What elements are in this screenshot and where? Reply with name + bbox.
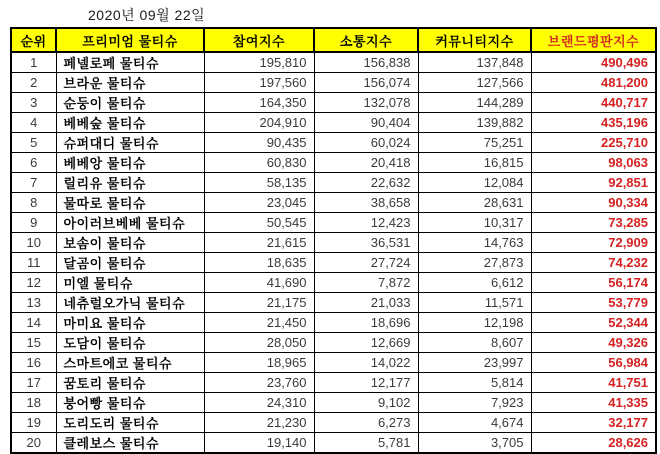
reputation-cell: 32,177 <box>531 413 656 433</box>
communication-cell: 12,177 <box>314 373 418 393</box>
participation-cell: 90,435 <box>204 133 314 153</box>
table-row <box>11 353 656 373</box>
communication-cell: 7,872 <box>314 273 418 293</box>
participation-cell: 195,810 <box>204 52 314 73</box>
communication-cell: 60,024 <box>314 133 418 153</box>
participation-cell: 18,965 <box>204 353 314 373</box>
brand-cell: 달곰이 물티슈 <box>56 253 204 273</box>
brand-cell: 페넬로페 물티슈 <box>56 52 204 73</box>
brand-cell: 브라운 물티슈 <box>56 73 204 93</box>
date-label: 2020년 09월 22일 <box>88 7 206 23</box>
rank-cell: 18 <box>11 393 56 413</box>
participation-cell: 24,310 <box>204 393 314 413</box>
column-header-reputation: 브랜드평판지수 <box>531 28 656 52</box>
participation-cell: 21,615 <box>204 233 314 253</box>
community-cell: 14,763 <box>418 233 531 253</box>
table-row <box>11 313 656 333</box>
brand-cell: 미엘 물티슈 <box>56 273 204 293</box>
community-cell: 12,084 <box>418 173 531 193</box>
brand-cell: 물따로 물티슈 <box>56 193 204 213</box>
brand-cell: 마미요 물티슈 <box>56 313 204 333</box>
brand-cell: 붕어빵 물티슈 <box>56 393 204 413</box>
community-cell: 23,997 <box>418 353 531 373</box>
community-cell: 75,251 <box>418 133 531 153</box>
brand-cell: 릴리유 물티슈 <box>56 173 204 193</box>
reputation-cell: 56,984 <box>531 353 656 373</box>
table-row <box>11 393 656 413</box>
rank-cell: 7 <box>11 173 56 193</box>
brand-cell: 보솜이 물티슈 <box>56 233 204 253</box>
reputation-cell: 73,285 <box>531 213 656 233</box>
rank-cell: 6 <box>11 153 56 173</box>
community-cell: 11,571 <box>418 293 531 313</box>
brand-cell: 베베숲 물티슈 <box>56 113 204 133</box>
brand-cell: 도담이 물티슈 <box>56 333 204 353</box>
table-row <box>11 73 656 93</box>
table-row <box>11 173 656 193</box>
participation-cell: 164,350 <box>204 93 314 113</box>
participation-cell: 197,560 <box>204 73 314 93</box>
reputation-cell: 41,751 <box>531 373 656 393</box>
header-row <box>11 28 656 52</box>
community-cell: 28,631 <box>418 193 531 213</box>
column-header-community: 커뮤니티지수 <box>418 28 531 52</box>
participation-cell: 23,760 <box>204 373 314 393</box>
community-cell: 8,607 <box>418 333 531 353</box>
community-cell: 6,612 <box>418 273 531 293</box>
table-row <box>11 213 656 233</box>
table-row <box>11 373 656 393</box>
participation-cell: 21,450 <box>204 313 314 333</box>
rank-cell: 1 <box>11 52 56 73</box>
community-cell: 12,198 <box>418 313 531 333</box>
column-header-rank: 순위 <box>11 28 56 52</box>
communication-cell: 9,102 <box>314 393 418 413</box>
table-row <box>11 233 656 253</box>
rank-cell: 4 <box>11 113 56 133</box>
communication-cell: 132,078 <box>314 93 418 113</box>
community-cell: 127,566 <box>418 73 531 93</box>
participation-cell: 41,690 <box>204 273 314 293</box>
community-cell: 16,815 <box>418 153 531 173</box>
column-header-participation: 참여지수 <box>204 28 314 52</box>
rank-cell: 12 <box>11 273 56 293</box>
reputation-cell: 225,710 <box>531 133 656 153</box>
table-row <box>11 193 656 213</box>
brand-cell: 스마트에코 물티슈 <box>56 353 204 373</box>
rank-cell: 11 <box>11 253 56 273</box>
reputation-cell: 41,335 <box>531 393 656 413</box>
participation-cell: 50,545 <box>204 213 314 233</box>
table-row <box>11 52 656 73</box>
communication-cell: 5,781 <box>314 433 418 454</box>
table-row <box>11 113 656 133</box>
communication-cell: 90,404 <box>314 113 418 133</box>
reputation-cell: 435,196 <box>531 113 656 133</box>
communication-cell: 156,074 <box>314 73 418 93</box>
table-row <box>11 413 656 433</box>
table-row <box>11 273 656 293</box>
communication-cell: 14,022 <box>314 353 418 373</box>
communication-cell: 18,696 <box>314 313 418 333</box>
communication-cell: 36,531 <box>314 233 418 253</box>
community-cell: 3,705 <box>418 433 531 454</box>
community-cell: 4,674 <box>418 413 531 433</box>
brand-cell: 네츄럴오가닉 물티슈 <box>56 293 204 313</box>
reputation-cell: 440,717 <box>531 93 656 113</box>
rank-cell: 5 <box>11 133 56 153</box>
communication-cell: 6,273 <box>314 413 418 433</box>
brand-ranking-table <box>10 27 657 454</box>
reputation-cell: 49,326 <box>531 333 656 353</box>
participation-cell: 58,135 <box>204 173 314 193</box>
reputation-cell: 56,174 <box>531 273 656 293</box>
rank-cell: 10 <box>11 233 56 253</box>
table-row <box>11 253 656 273</box>
brand-cell: 꿈토리 물티슈 <box>56 373 204 393</box>
community-cell: 144,289 <box>418 93 531 113</box>
participation-cell: 18,635 <box>204 253 314 273</box>
brand-cell: 슈퍼대디 물티슈 <box>56 133 204 153</box>
reputation-cell: 90,334 <box>531 193 656 213</box>
brand-cell: 도리도리 물티슈 <box>56 413 204 433</box>
rank-cell: 20 <box>11 433 56 454</box>
community-cell: 5,814 <box>418 373 531 393</box>
participation-cell: 204,910 <box>204 113 314 133</box>
reputation-cell: 74,232 <box>531 253 656 273</box>
brand-cell: 베베앙 물티슈 <box>56 153 204 173</box>
reputation-cell: 28,626 <box>531 433 656 454</box>
reputation-cell: 92,851 <box>531 173 656 193</box>
community-cell: 10,317 <box>418 213 531 233</box>
table-row <box>11 153 656 173</box>
community-cell: 137,848 <box>418 52 531 73</box>
participation-cell: 19,140 <box>204 433 314 454</box>
brand-cell: 클레보스 물티슈 <box>56 433 204 454</box>
communication-cell: 20,418 <box>314 153 418 173</box>
participation-cell: 21,175 <box>204 293 314 313</box>
column-header-brand: 프리미엄 물티슈 <box>56 28 204 52</box>
community-cell: 7,923 <box>418 393 531 413</box>
communication-cell: 27,724 <box>314 253 418 273</box>
rank-cell: 3 <box>11 93 56 113</box>
column-header-communication: 소통지수 <box>314 28 418 52</box>
participation-cell: 28,050 <box>204 333 314 353</box>
reputation-cell: 490,496 <box>531 52 656 73</box>
rank-cell: 9 <box>11 213 56 233</box>
table-row <box>11 433 656 454</box>
rank-cell: 2 <box>11 73 56 93</box>
communication-cell: 156,838 <box>314 52 418 73</box>
reputation-cell: 53,779 <box>531 293 656 313</box>
communication-cell: 38,658 <box>314 193 418 213</box>
community-cell: 139,882 <box>418 113 531 133</box>
communication-cell: 21,033 <box>314 293 418 313</box>
reputation-cell: 481,200 <box>531 73 656 93</box>
participation-cell: 23,045 <box>204 193 314 213</box>
rank-cell: 13 <box>11 293 56 313</box>
reputation-cell: 52,344 <box>531 313 656 333</box>
table-body <box>11 52 656 453</box>
communication-cell: 12,669 <box>314 333 418 353</box>
participation-cell: 21,230 <box>204 413 314 433</box>
reputation-cell: 98,063 <box>531 153 656 173</box>
rank-cell: 15 <box>11 333 56 353</box>
rank-cell: 19 <box>11 413 56 433</box>
table-row <box>11 93 656 113</box>
table-row <box>11 333 656 353</box>
table-row <box>11 133 656 153</box>
communication-cell: 12,423 <box>314 213 418 233</box>
rank-cell: 17 <box>11 373 56 393</box>
rank-cell: 14 <box>11 313 56 333</box>
table-row <box>11 293 656 313</box>
rank-cell: 8 <box>11 193 56 213</box>
reputation-cell: 72,909 <box>531 233 656 253</box>
table-header <box>11 28 656 52</box>
communication-cell: 22,632 <box>314 173 418 193</box>
participation-cell: 60,830 <box>204 153 314 173</box>
brand-cell: 아이러브베베 물티슈 <box>56 213 204 233</box>
community-cell: 27,873 <box>418 253 531 273</box>
rank-cell: 16 <box>11 353 56 373</box>
brand-cell: 순둥이 물티슈 <box>56 93 204 113</box>
